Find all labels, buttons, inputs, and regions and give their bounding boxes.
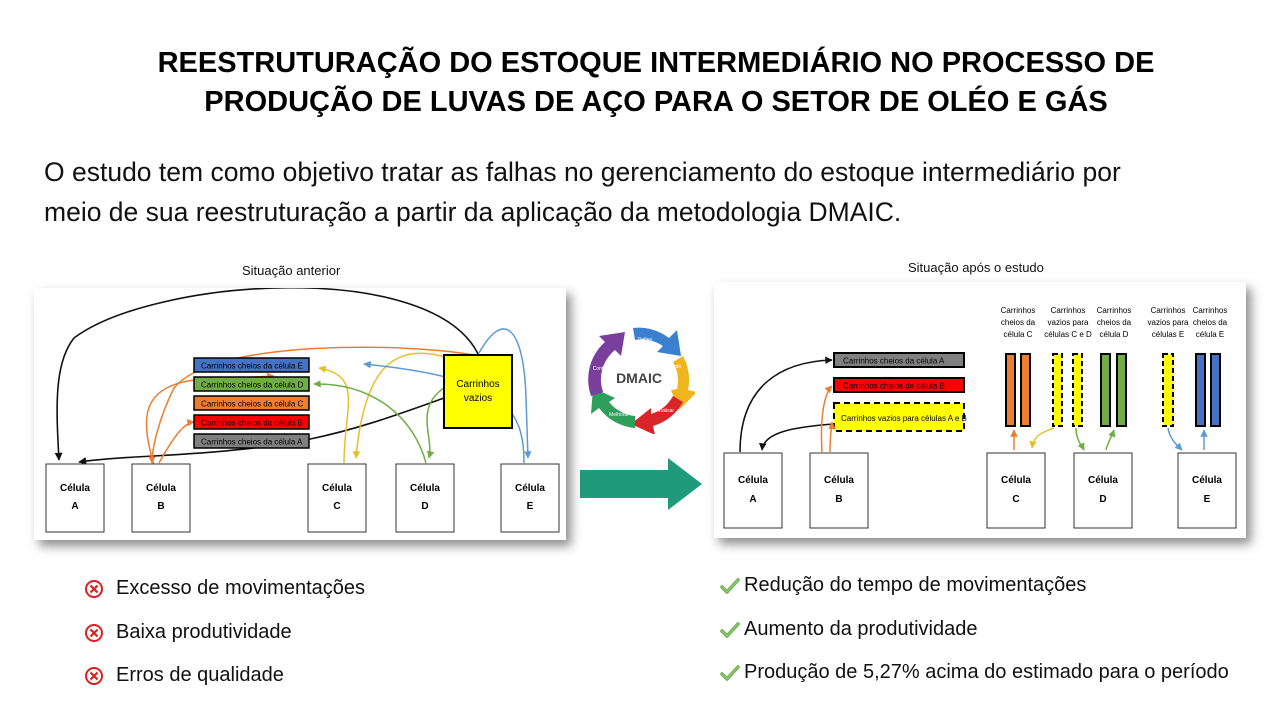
svg-text:Carrinhos: Carrinhos	[1050, 306, 1086, 315]
svg-text:Carrinhos cheios da célula B: Carrinhos cheios da célula B	[843, 381, 945, 391]
svg-text:Carrinhos: Carrinhos	[1096, 306, 1132, 315]
after-cell-d	[1074, 453, 1132, 528]
cart-label-e	[194, 358, 309, 372]
after-column-labels	[1001, 306, 1228, 339]
svg-text:Célula: Célula	[321, 483, 353, 494]
svg-text:Célula: Célula	[737, 475, 769, 486]
after-cell-e	[1178, 453, 1236, 528]
svg-text:vazios: vazios	[463, 393, 493, 404]
after-diagram-svg	[714, 282, 1246, 538]
transition-arrow-shape	[580, 458, 702, 510]
error-x-icon	[84, 623, 104, 643]
dmaic-cycle-svg	[583, 322, 695, 434]
before-diagram	[34, 288, 566, 540]
svg-text:Carrinhos cheios da célula E: Carrinhos cheios da célula E	[201, 361, 303, 371]
result-item	[720, 661, 1229, 684]
cell-e	[501, 464, 559, 532]
error-x-icon	[84, 666, 104, 686]
result-text: Produção de 5,27% acima do estimado para o período	[744, 661, 1229, 684]
svg-text:E: E	[1203, 494, 1211, 505]
after-carts-full-d	[1101, 354, 1126, 426]
transition-arrow	[580, 458, 704, 510]
dmaic-segment-improve	[591, 388, 635, 428]
after-caption: Situação após o estudo	[908, 260, 1044, 275]
svg-text:B: B	[835, 494, 843, 505]
after-carts-empty-cd	[1053, 354, 1082, 426]
cell-d	[396, 464, 454, 532]
before-caption: Situação anterior	[242, 263, 341, 278]
svg-text:células C e D: células C e D	[1044, 330, 1092, 339]
dmaic-center-label: DMAIC	[616, 370, 662, 386]
result-text: Redução do tempo de movimentações	[744, 574, 1087, 597]
result-item	[720, 574, 1086, 597]
svg-text:Carrinhos vazios para células: Carrinhos vazios para células A e B	[841, 414, 967, 423]
title-line-2: PRODUÇÃO DE LUVAS DE AÇO PARA O SETOR DE OLÉO E GÁS	[204, 86, 1108, 118]
svg-text:Célula: Célula	[1087, 475, 1119, 486]
svg-text:Célula: Célula	[1191, 475, 1223, 486]
svg-text:Carrinhos cheios da célula B: Carrinhos cheios da célula B	[201, 418, 303, 428]
svg-text:Analisar: Analisar	[655, 408, 675, 414]
svg-text:Carrinhos cheios da célula C: Carrinhos cheios da célula C	[201, 399, 304, 409]
svg-text:D: D	[421, 501, 429, 512]
after-carts-full-e	[1196, 354, 1220, 426]
after-cell-a	[724, 453, 782, 528]
after-cell-b	[810, 453, 868, 528]
page-title	[100, 44, 1212, 122]
cell-a	[46, 464, 104, 532]
after-carts-full-c	[1006, 354, 1030, 426]
after-cell-c	[987, 453, 1045, 528]
problem-item	[84, 664, 284, 687]
svg-text:Carrinhos cheios da célula A: Carrinhos cheios da célula A	[843, 356, 945, 366]
svg-text:vazios para: vazios para	[1147, 318, 1189, 327]
svg-text:C: C	[1012, 494, 1020, 505]
after-diagram	[714, 282, 1246, 538]
svg-text:Célula: Célula	[514, 483, 546, 494]
cart-label-a	[194, 434, 309, 448]
svg-text:Medir: Medir	[668, 364, 682, 370]
after-cart-label-b	[834, 378, 964, 392]
svg-text:Célula: Célula	[1000, 475, 1032, 486]
result-text: Aumento da produtividade	[744, 618, 978, 641]
svg-text:Carrinhos: Carrinhos	[1000, 306, 1036, 315]
svg-text:Carrinhos cheios da célula A: Carrinhos cheios da célula A	[201, 437, 303, 447]
svg-text:Célula: Célula	[145, 483, 177, 494]
check-icon	[720, 663, 740, 683]
cell-c	[308, 464, 366, 532]
after-arrow-empty-to-e	[1168, 428, 1182, 450]
dmaic-cycle	[583, 322, 695, 434]
svg-text:Carrinhos cheios da célula D: Carrinhos cheios da célula D	[201, 380, 304, 390]
svg-text:D: D	[1099, 494, 1107, 505]
cart-label-d	[194, 377, 309, 391]
svg-text:cheios da: cheios da	[1096, 318, 1132, 327]
svg-text:A: A	[749, 494, 757, 505]
svg-text:Célula: Célula	[59, 483, 91, 494]
after-cart-label-empty-ab	[834, 403, 967, 431]
svg-text:Célula: Célula	[409, 483, 441, 494]
problem-text: Baixa produtividade	[116, 621, 292, 644]
flow-arrow-c-to-cart	[319, 368, 348, 463]
svg-text:célula E: célula E	[1195, 330, 1225, 339]
svg-text:cheios da: cheios da	[1000, 318, 1036, 327]
svg-text:Carrinhos: Carrinhos	[456, 379, 500, 390]
result-item	[720, 618, 978, 641]
after-arrow-empty-to-a	[762, 424, 834, 450]
cart-label-c	[194, 396, 309, 410]
cart-label-b	[194, 415, 309, 429]
after-arrow-b2	[830, 422, 832, 452]
svg-text:A: A	[71, 501, 79, 512]
svg-text:Célula: Célula	[823, 475, 855, 486]
svg-text:C: C	[333, 501, 341, 512]
error-x-icon	[84, 579, 104, 599]
check-icon	[720, 576, 740, 596]
title-line-1: REESTRUTURAÇÃO DO ESTOQUE INTERMEDIÁRIO NO PROCESSO DE	[157, 47, 1155, 79]
svg-text:B: B	[157, 501, 165, 512]
svg-text:E: E	[526, 501, 534, 512]
problem-text: Erros de qualidade	[116, 664, 284, 687]
svg-text:cheios da: cheios da	[1192, 318, 1228, 327]
dmaic-segment-control	[588, 332, 625, 396]
study-objective	[44, 152, 1264, 232]
objective-line-2: meio de sua reestruturação a partir da aplicação da metodologia DMAIC.	[44, 197, 902, 227]
after-arrow-empty-to-c	[1032, 428, 1054, 448]
check-icon	[720, 620, 740, 640]
flow-arrow-b-to-cart-b	[159, 422, 194, 463]
objective-line-1: O estudo tem como objetivo tratar as falhas no gerenciamento do estoque intermediário por	[44, 157, 1121, 187]
after-arrow-empty-to-d	[1076, 428, 1084, 450]
svg-text:Carrinhos: Carrinhos	[1192, 306, 1228, 315]
svg-text:Define: Define	[637, 337, 653, 343]
svg-text:Melhorar: Melhorar	[609, 412, 629, 418]
problem-item	[84, 577, 365, 600]
svg-text:Controlar: Controlar	[592, 366, 614, 372]
empty-carts-box	[444, 355, 512, 428]
before-diagram-svg	[34, 288, 566, 540]
after-cart-label-a	[834, 353, 964, 367]
svg-text:Carrinhos: Carrinhos	[1150, 306, 1186, 315]
problem-text: Excesso de movimentações	[116, 577, 366, 600]
after-arrow-d-to-cart	[1106, 430, 1114, 450]
cell-b	[132, 464, 190, 532]
after-carts-empty-e	[1163, 354, 1173, 426]
svg-text:célula C: célula C	[1003, 330, 1033, 339]
svg-text:células E: células E	[1151, 330, 1185, 339]
svg-text:célula D: célula D	[1099, 330, 1129, 339]
dmaic-segment-analyze	[631, 396, 683, 434]
after-arrow-a-to-cart	[740, 360, 832, 452]
svg-text:vazios para: vazios para	[1047, 318, 1089, 327]
problem-item	[84, 621, 292, 644]
